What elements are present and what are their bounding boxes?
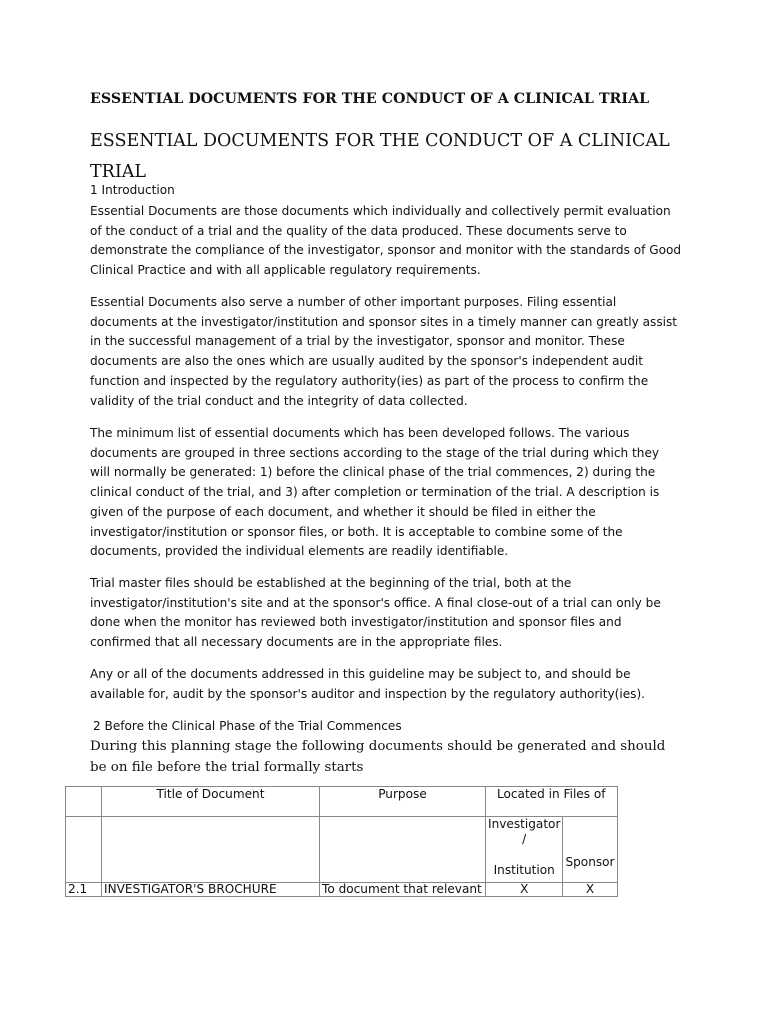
- investigator-label-line-3: Institution: [493, 863, 555, 877]
- investigator-label-line-1: Investigator: [488, 817, 561, 831]
- title-line-2: TRIAL: [90, 162, 147, 182]
- table-subheader-row: [66, 817, 618, 883]
- row-number: 2.1: [66, 883, 102, 897]
- document-title: [90, 126, 680, 188]
- intro-heading: 1 Introduction: [90, 183, 175, 197]
- table-header-located: Located in Files of: [486, 787, 618, 817]
- paragraph: The minimum list of essential documents which has been developed follows. The various documents are grouped in three sections according to the stage of the trial during which they will normally be generated: 1) before the clinical phase of the trial commences, 2) during the clinical conduct of the trial, and 3) after completion or termination of the trial. A description is given of the purpose of each document, and whether it should be filed in either the investigator/institution or sponsor files, or both. It is acceptable to combine some of the documents, provided the individual elements are readily identifiable.: [90, 426, 660, 559]
- table-header-sponsor: [563, 817, 617, 883]
- paragraph: Essential Documents also serve a number of other important purposes. Filing essential documents at the investigator/institution and sponsor sites in a timely manner can greatly assist in the successful management of a trial by the investigator, sponsor and monitor. These documents are also the ones which are usually audited by the sponsor's independent audit function and inspected by the regulatory authority(ies) as part of the process to confirm the validity of the trial conduct and the integrity of data collected.: [90, 295, 678, 408]
- row-purpose: To document that relevant: [320, 883, 486, 897]
- document-header: ESSENTIAL DOCUMENTS FOR THE CONDUCT OF A CLINICAL TRIAL: [90, 91, 650, 107]
- table-subheader-empty: [102, 817, 320, 883]
- table-header-investigator: [486, 817, 563, 883]
- row-investigator-mark: X: [486, 883, 563, 897]
- table-header-row: [66, 787, 618, 817]
- essential-documents-table: [65, 786, 618, 897]
- section-2-heading: 2 Before the Clinical Phase of the Trial Commences: [93, 719, 402, 733]
- paragraph: Trial master files should be established at the beginning of the trial, both at the investigator/institution's site and at the sponsor's office. A final close-out of a trial can only be done when the monitor has reviewed both investigator/institution and sponsor files and confirmed that all necessary documents are in the appropriate files.: [90, 576, 661, 650]
- investigator-label-line-2: /: [522, 832, 527, 846]
- row-title: INVESTIGATOR'S BROCHURE: [102, 883, 320, 897]
- table-row: [66, 883, 618, 897]
- paragraph: Essential Documents are those documents which individually and collectively permit evaluation of the conduct of a trial and the quality of the data produced. These documents serve to demonstrate the compliance of the investigator, sponsor and monitor with the standards of Good Clinical Practice and with all applicable regulatory requirements.: [90, 204, 682, 278]
- paragraph: Any or all of the documents addressed in this guideline may be subject to, and should be available for, audit by the sponsor's auditor and inspection by the regulatory authority(ies).: [90, 667, 646, 701]
- table-subheader-empty: [66, 817, 102, 883]
- title-line-1: ESSENTIAL DOCUMENTS FOR THE CONDUCT OF A CLINICAL: [90, 131, 670, 151]
- table-header-purpose: Purpose: [320, 787, 486, 817]
- table-subheader-empty: [320, 817, 486, 883]
- section-2-intro: During this planning stage the following documents should be generated and should be on file before the trial formally starts: [90, 739, 666, 775]
- table-header-num: [66, 787, 102, 817]
- sponsor-label: Sponsor: [565, 855, 615, 869]
- row-sponsor-mark: X: [563, 883, 617, 897]
- table-header-title: Title of Document: [102, 787, 320, 817]
